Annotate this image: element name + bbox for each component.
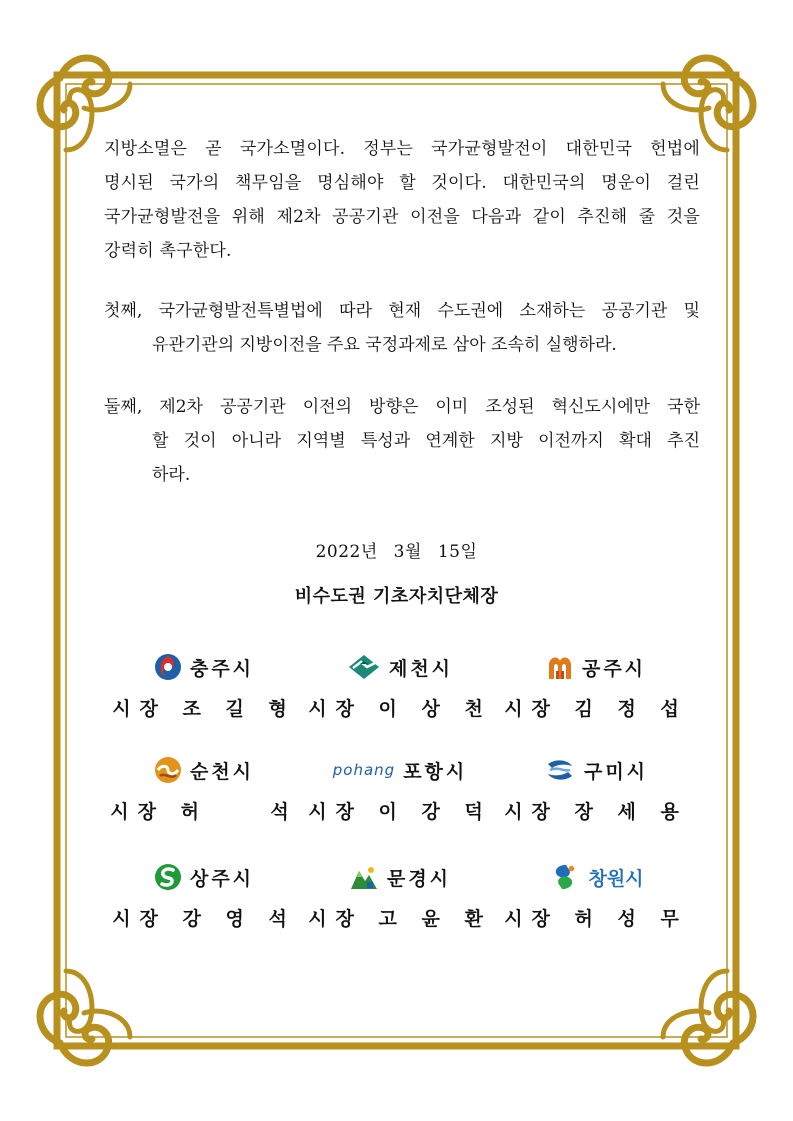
signatory-gumi bbox=[496, 755, 696, 821]
city-name: 창원시 bbox=[588, 867, 644, 890]
jecheon-logo-icon bbox=[347, 653, 381, 681]
demand-first bbox=[104, 294, 700, 362]
city-name: 충주시 bbox=[189, 657, 255, 680]
demand-second bbox=[104, 390, 700, 492]
suncheon-logo-icon bbox=[154, 756, 182, 784]
mayor-name: 시장 이 상 천 bbox=[308, 698, 492, 720]
gumi-logo-icon bbox=[544, 756, 576, 784]
mayor-name: 시장 김 정 섭 bbox=[504, 698, 688, 720]
signatory-jecheon bbox=[300, 652, 500, 718]
intro-line: 국가균형발전을 위해 제2차 공공기관 이전을 다음과 같이 추진해 줄 것을 bbox=[104, 207, 700, 227]
city-name: 공주시 bbox=[581, 657, 647, 680]
demand-line: 첫째, 국가균형발전특별법에 따라 현재 수도권에 소재하는 공공기관 및 bbox=[104, 301, 700, 321]
city-name: 순천시 bbox=[189, 760, 255, 783]
signatory-pohang bbox=[300, 755, 500, 821]
city-name: 포항시 bbox=[403, 760, 468, 783]
city-name: 문경시 bbox=[386, 867, 452, 890]
intro-line: 지방소멸은 곧 국가소멸이다. 정부는 국가균형발전이 대한민국 헌법에 bbox=[104, 139, 700, 159]
signatory-sangju bbox=[104, 862, 304, 928]
mayor-name: 시장 허 석 bbox=[110, 801, 298, 823]
signatory-chungju bbox=[104, 652, 304, 718]
signatory-mungyeong bbox=[300, 862, 500, 928]
mayor-name: 시장 허 성 무 bbox=[504, 908, 688, 930]
chungju-logo-icon bbox=[154, 653, 182, 681]
city-name: 상주시 bbox=[189, 867, 255, 890]
city-name: 제천시 bbox=[388, 657, 454, 680]
mayor-name: 시장 조 길 형 bbox=[112, 698, 296, 720]
signatory-changwon bbox=[496, 862, 696, 928]
mayor-name: 시장 고 윤 환 bbox=[308, 908, 492, 930]
intro-line: 명시된 국가의 책무임을 명심해야 할 것이다. 대한민국의 명운이 걸린 bbox=[104, 173, 700, 193]
signatory-gongju bbox=[496, 652, 696, 718]
signatory-suncheon bbox=[104, 755, 304, 821]
demand-line: 둘째, 제2차 공공기관 이전의 방향은 이미 조성된 혁신도시에만 국한 bbox=[104, 397, 700, 417]
declaration-date: 2022년 3월 15일 bbox=[315, 542, 478, 562]
changwon-logo-icon bbox=[548, 863, 580, 891]
mayor-name: 시장 이 강 덕 bbox=[308, 801, 492, 823]
organization-title: 비수도권 기초자치단체장 bbox=[294, 586, 499, 607]
gongju-logo-icon bbox=[546, 653, 574, 681]
demand-line: 하라. bbox=[152, 465, 191, 485]
intro-paragraph bbox=[104, 132, 700, 268]
city-name: 구미시 bbox=[583, 760, 649, 783]
mayor-name: 시장 강 영 석 bbox=[112, 908, 296, 930]
demand-line: 할 것이 아니라 지역별 특성과 연계한 지방 이전까지 확대 추진 bbox=[152, 431, 700, 451]
intro-line: 강력히 촉구한다. bbox=[104, 241, 232, 261]
sangju-logo-icon bbox=[154, 863, 182, 891]
pohang-logo-icon: pohang bbox=[332, 761, 396, 779]
demand-line: 유관기관의 지방이전을 주요 국정과제로 삼아 조속히 실행하라. bbox=[152, 335, 617, 355]
mayor-name: 시장 장 세 용 bbox=[504, 801, 688, 823]
mungyeong-logo-icon bbox=[349, 863, 379, 891]
